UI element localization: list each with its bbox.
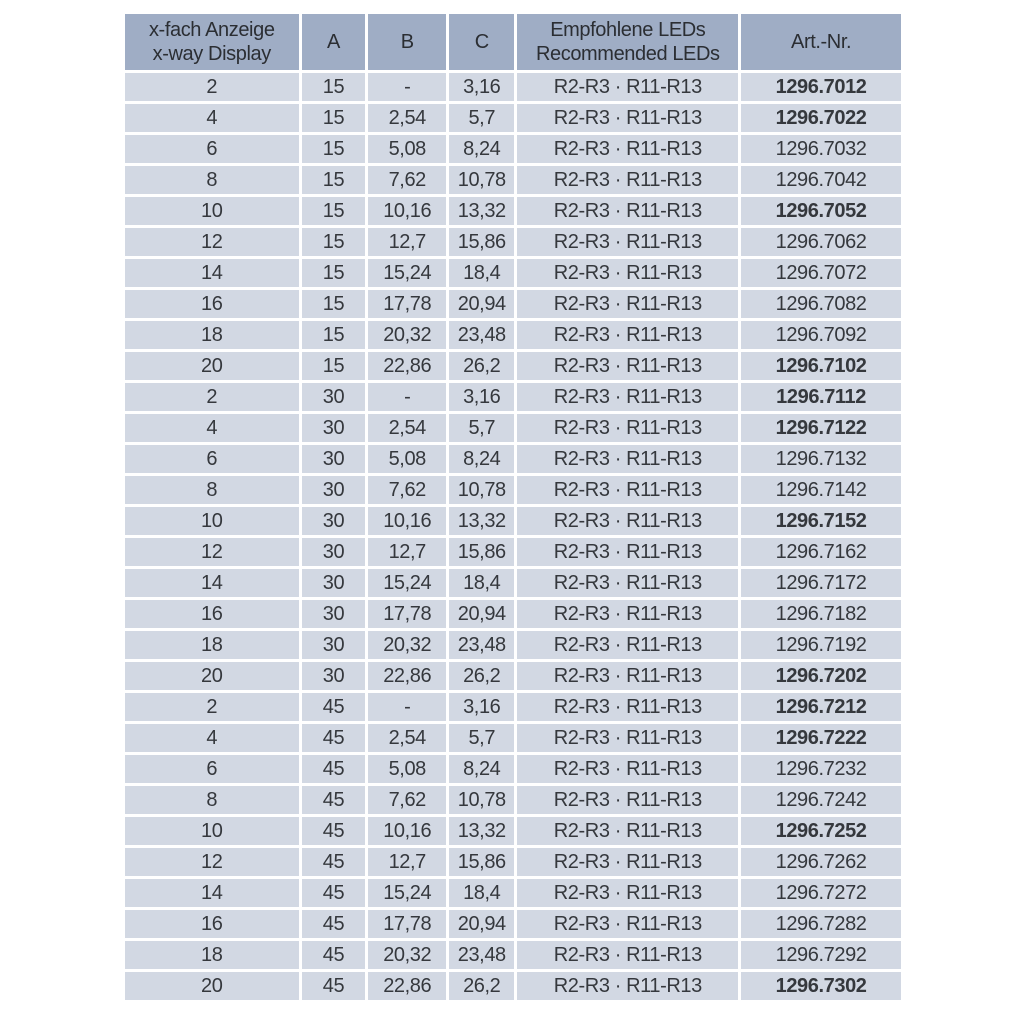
cell-b: 12,7	[368, 538, 446, 566]
cell-c: 5,7	[449, 724, 514, 752]
cell-display: 16	[125, 600, 299, 628]
table-row	[125, 166, 901, 194]
table-row	[125, 724, 901, 752]
cell-b: 20,32	[368, 631, 446, 659]
cell-leds: R2-R3 · R11-R13	[517, 166, 738, 194]
cell-leds: R2-R3 · R11-R13	[517, 197, 738, 225]
header-c-line1: C	[474, 30, 489, 53]
cell-a: 30	[302, 600, 366, 628]
spec-table-container	[122, 11, 904, 1003]
cell-a: 15	[302, 259, 366, 287]
cell-display: 2	[125, 383, 299, 411]
table-row	[125, 786, 901, 814]
cell-leds: R2-R3 · R11-R13	[517, 879, 738, 907]
cell-leds: R2-R3 · R11-R13	[517, 414, 738, 442]
cell-c: 3,16	[449, 383, 514, 411]
cell-c: 8,24	[449, 445, 514, 473]
cell-display: 16	[125, 910, 299, 938]
cell-art: 1296.7202	[741, 662, 901, 690]
cell-c: 23,48	[449, 941, 514, 969]
cell-b: 10,16	[368, 507, 446, 535]
cell-c: 5,7	[449, 104, 514, 132]
cell-b: 22,86	[368, 662, 446, 690]
cell-c: 23,48	[449, 321, 514, 349]
cell-a: 45	[302, 848, 366, 876]
table-row	[125, 910, 901, 938]
cell-leds: R2-R3 · R11-R13	[517, 228, 738, 256]
table-row	[125, 817, 901, 845]
table-row	[125, 383, 901, 411]
cell-b: 2,54	[368, 724, 446, 752]
header-b-line1: B	[400, 30, 414, 53]
cell-a: 45	[302, 879, 366, 907]
cell-leds: R2-R3 · R11-R13	[517, 352, 738, 380]
cell-c: 5,7	[449, 414, 514, 442]
cell-a: 45	[302, 786, 366, 814]
cell-a: 30	[302, 662, 366, 690]
cell-c: 20,94	[449, 600, 514, 628]
cell-leds: R2-R3 · R11-R13	[517, 104, 738, 132]
cell-c: 26,2	[449, 352, 514, 380]
table-row	[125, 228, 901, 256]
cell-art: 1296.7282	[741, 910, 901, 938]
cell-b: 10,16	[368, 817, 446, 845]
table-body	[125, 73, 901, 1000]
cell-a: 30	[302, 569, 366, 597]
cell-b: 7,62	[368, 166, 446, 194]
cell-a: 15	[302, 290, 366, 318]
cell-c: 20,94	[449, 910, 514, 938]
cell-c: 13,32	[449, 197, 514, 225]
cell-display: 20	[125, 662, 299, 690]
table-row	[125, 600, 901, 628]
table-row	[125, 848, 901, 876]
cell-b: 22,86	[368, 972, 446, 1000]
cell-display: 18	[125, 321, 299, 349]
cell-a: 30	[302, 445, 366, 473]
cell-leds: R2-R3 · R11-R13	[517, 631, 738, 659]
cell-art: 1296.7232	[741, 755, 901, 783]
cell-c: 10,78	[449, 476, 514, 504]
cell-display: 12	[125, 228, 299, 256]
cell-display: 20	[125, 972, 299, 1000]
header-a-line1: A	[326, 30, 340, 53]
header-art	[741, 14, 901, 70]
cell-art: 1296.7142	[741, 476, 901, 504]
cell-art: 1296.7152	[741, 507, 901, 535]
cell-b: 15,24	[368, 259, 446, 287]
cell-leds: R2-R3 · R11-R13	[517, 941, 738, 969]
cell-leds: R2-R3 · R11-R13	[517, 972, 738, 1000]
cell-c: 13,32	[449, 817, 514, 845]
cell-c: 15,86	[449, 228, 514, 256]
cell-b: 12,7	[368, 848, 446, 876]
table-row	[125, 972, 901, 1000]
cell-art: 1296.7082	[741, 290, 901, 318]
cell-display: 2	[125, 693, 299, 721]
cell-leds: R2-R3 · R11-R13	[517, 73, 738, 101]
cell-display: 16	[125, 290, 299, 318]
header-row	[125, 14, 901, 70]
cell-display: 8	[125, 476, 299, 504]
cell-c: 15,86	[449, 538, 514, 566]
cell-c: 8,24	[449, 135, 514, 163]
cell-a: 45	[302, 941, 366, 969]
cell-leds: R2-R3 · R11-R13	[517, 383, 738, 411]
cell-leds: R2-R3 · R11-R13	[517, 600, 738, 628]
cell-b: 20,32	[368, 941, 446, 969]
cell-b: 5,08	[368, 445, 446, 473]
cell-display: 14	[125, 879, 299, 907]
cell-c: 13,32	[449, 507, 514, 535]
header-leds-line1: Empfohlene LEDs	[550, 18, 706, 41]
cell-display: 12	[125, 848, 299, 876]
cell-display: 8	[125, 786, 299, 814]
cell-leds: R2-R3 · R11-R13	[517, 817, 738, 845]
cell-leds: R2-R3 · R11-R13	[517, 693, 738, 721]
table-row	[125, 538, 901, 566]
cell-leds: R2-R3 · R11-R13	[517, 507, 738, 535]
cell-display: 4	[125, 724, 299, 752]
cell-a: 45	[302, 972, 366, 1000]
cell-display: 12	[125, 538, 299, 566]
cell-display: 14	[125, 259, 299, 287]
cell-a: 45	[302, 910, 366, 938]
table-row	[125, 135, 901, 163]
cell-art: 1296.7212	[741, 693, 901, 721]
cell-b: 5,08	[368, 755, 446, 783]
header-c	[449, 14, 514, 70]
table-row	[125, 879, 901, 907]
cell-b: 10,16	[368, 197, 446, 225]
header-b	[368, 14, 446, 70]
cell-a: 45	[302, 693, 366, 721]
cell-c: 23,48	[449, 631, 514, 659]
cell-c: 26,2	[449, 972, 514, 1000]
cell-c: 26,2	[449, 662, 514, 690]
cell-leds: R2-R3 · R11-R13	[517, 445, 738, 473]
cell-a: 30	[302, 631, 366, 659]
cell-a: 30	[302, 414, 366, 442]
cell-art: 1296.7012	[741, 73, 901, 101]
cell-b: 12,7	[368, 228, 446, 256]
cell-leds: R2-R3 · R11-R13	[517, 662, 738, 690]
cell-b: 7,62	[368, 786, 446, 814]
cell-display: 18	[125, 941, 299, 969]
cell-a: 15	[302, 104, 366, 132]
table-row	[125, 104, 901, 132]
cell-display: 8	[125, 166, 299, 194]
cell-b: 15,24	[368, 569, 446, 597]
cell-art: 1296.7032	[741, 135, 901, 163]
header-display	[125, 14, 299, 70]
cell-b: -	[368, 383, 446, 411]
cell-a: 30	[302, 538, 366, 566]
cell-b: 5,08	[368, 135, 446, 163]
table-row	[125, 631, 901, 659]
table-row	[125, 352, 901, 380]
cell-leds: R2-R3 · R11-R13	[517, 848, 738, 876]
cell-art: 1296.7242	[741, 786, 901, 814]
cell-b: 17,78	[368, 910, 446, 938]
cell-art: 1296.7072	[741, 259, 901, 287]
table-row	[125, 507, 901, 535]
table-row	[125, 290, 901, 318]
cell-art: 1296.7102	[741, 352, 901, 380]
cell-a: 15	[302, 166, 366, 194]
table-header	[125, 14, 901, 70]
cell-a: 45	[302, 724, 366, 752]
cell-c: 18,4	[449, 569, 514, 597]
cell-art: 1296.7182	[741, 600, 901, 628]
cell-art: 1296.7132	[741, 445, 901, 473]
cell-art: 1296.7162	[741, 538, 901, 566]
cell-b: 22,86	[368, 352, 446, 380]
table-row	[125, 197, 901, 225]
cell-art: 1296.7022	[741, 104, 901, 132]
cell-c: 15,86	[449, 848, 514, 876]
cell-leds: R2-R3 · R11-R13	[517, 259, 738, 287]
cell-leds: R2-R3 · R11-R13	[517, 724, 738, 752]
header-art-line1: Art.-Nr.	[791, 30, 852, 53]
table-row	[125, 321, 901, 349]
cell-leds: R2-R3 · R11-R13	[517, 476, 738, 504]
cell-art: 1296.7192	[741, 631, 901, 659]
cell-b: 17,78	[368, 600, 446, 628]
cell-b: -	[368, 693, 446, 721]
header-display-line2: x-way Display	[152, 43, 271, 65]
table-row	[125, 569, 901, 597]
cell-b: 15,24	[368, 879, 446, 907]
cell-a: 45	[302, 755, 366, 783]
cell-display: 6	[125, 135, 299, 163]
cell-b: 2,54	[368, 414, 446, 442]
cell-art: 1296.7052	[741, 197, 901, 225]
cell-c: 18,4	[449, 879, 514, 907]
cell-display: 6	[125, 755, 299, 783]
cell-c: 10,78	[449, 166, 514, 194]
table-row	[125, 693, 901, 721]
header-a	[302, 14, 366, 70]
cell-a: 15	[302, 352, 366, 380]
cell-c: 10,78	[449, 786, 514, 814]
cell-a: 15	[302, 321, 366, 349]
cell-display: 10	[125, 817, 299, 845]
cell-c: 3,16	[449, 73, 514, 101]
cell-art: 1296.7062	[741, 228, 901, 256]
cell-c: 8,24	[449, 755, 514, 783]
cell-b: -	[368, 73, 446, 101]
cell-art: 1296.7302	[741, 972, 901, 1000]
cell-art: 1296.7262	[741, 848, 901, 876]
cell-display: 10	[125, 507, 299, 535]
table-row	[125, 755, 901, 783]
table-row	[125, 941, 901, 969]
table-row	[125, 414, 901, 442]
header-leds	[517, 14, 738, 70]
cell-a: 15	[302, 197, 366, 225]
cell-art: 1296.7112	[741, 383, 901, 411]
cell-b: 20,32	[368, 321, 446, 349]
cell-art: 1296.7272	[741, 879, 901, 907]
cell-display: 14	[125, 569, 299, 597]
cell-c: 3,16	[449, 693, 514, 721]
table-row	[125, 662, 901, 690]
table-row	[125, 259, 901, 287]
cell-art: 1296.7292	[741, 941, 901, 969]
cell-art: 1296.7092	[741, 321, 901, 349]
cell-b: 2,54	[368, 104, 446, 132]
table-row	[125, 476, 901, 504]
cell-art: 1296.7252	[741, 817, 901, 845]
cell-art: 1296.7042	[741, 166, 901, 194]
cell-c: 20,94	[449, 290, 514, 318]
table-row	[125, 445, 901, 473]
header-leds-line2: Recommended LEDs	[535, 43, 720, 65]
cell-display: 4	[125, 414, 299, 442]
cell-a: 15	[302, 228, 366, 256]
cell-a: 45	[302, 817, 366, 845]
spec-table	[122, 11, 904, 1003]
cell-display: 10	[125, 197, 299, 225]
cell-display: 6	[125, 445, 299, 473]
cell-a: 30	[302, 383, 366, 411]
cell-display: 20	[125, 352, 299, 380]
cell-art: 1296.7222	[741, 724, 901, 752]
table-row	[125, 73, 901, 101]
cell-leds: R2-R3 · R11-R13	[517, 135, 738, 163]
cell-leds: R2-R3 · R11-R13	[517, 290, 738, 318]
cell-leds: R2-R3 · R11-R13	[517, 538, 738, 566]
cell-a: 30	[302, 507, 366, 535]
cell-leds: R2-R3 · R11-R13	[517, 786, 738, 814]
cell-display: 4	[125, 104, 299, 132]
cell-leds: R2-R3 · R11-R13	[517, 910, 738, 938]
cell-art: 1296.7122	[741, 414, 901, 442]
cell-a: 30	[302, 476, 366, 504]
cell-a: 15	[302, 135, 366, 163]
cell-leds: R2-R3 · R11-R13	[517, 321, 738, 349]
cell-leds: R2-R3 · R11-R13	[517, 569, 738, 597]
cell-art: 1296.7172	[741, 569, 901, 597]
cell-b: 17,78	[368, 290, 446, 318]
cell-leds: R2-R3 · R11-R13	[517, 755, 738, 783]
cell-b: 7,62	[368, 476, 446, 504]
header-display-line1: x-fach Anzeige	[148, 18, 275, 41]
cell-a: 15	[302, 73, 366, 101]
cell-display: 18	[125, 631, 299, 659]
cell-display: 2	[125, 73, 299, 101]
cell-c: 18,4	[449, 259, 514, 287]
